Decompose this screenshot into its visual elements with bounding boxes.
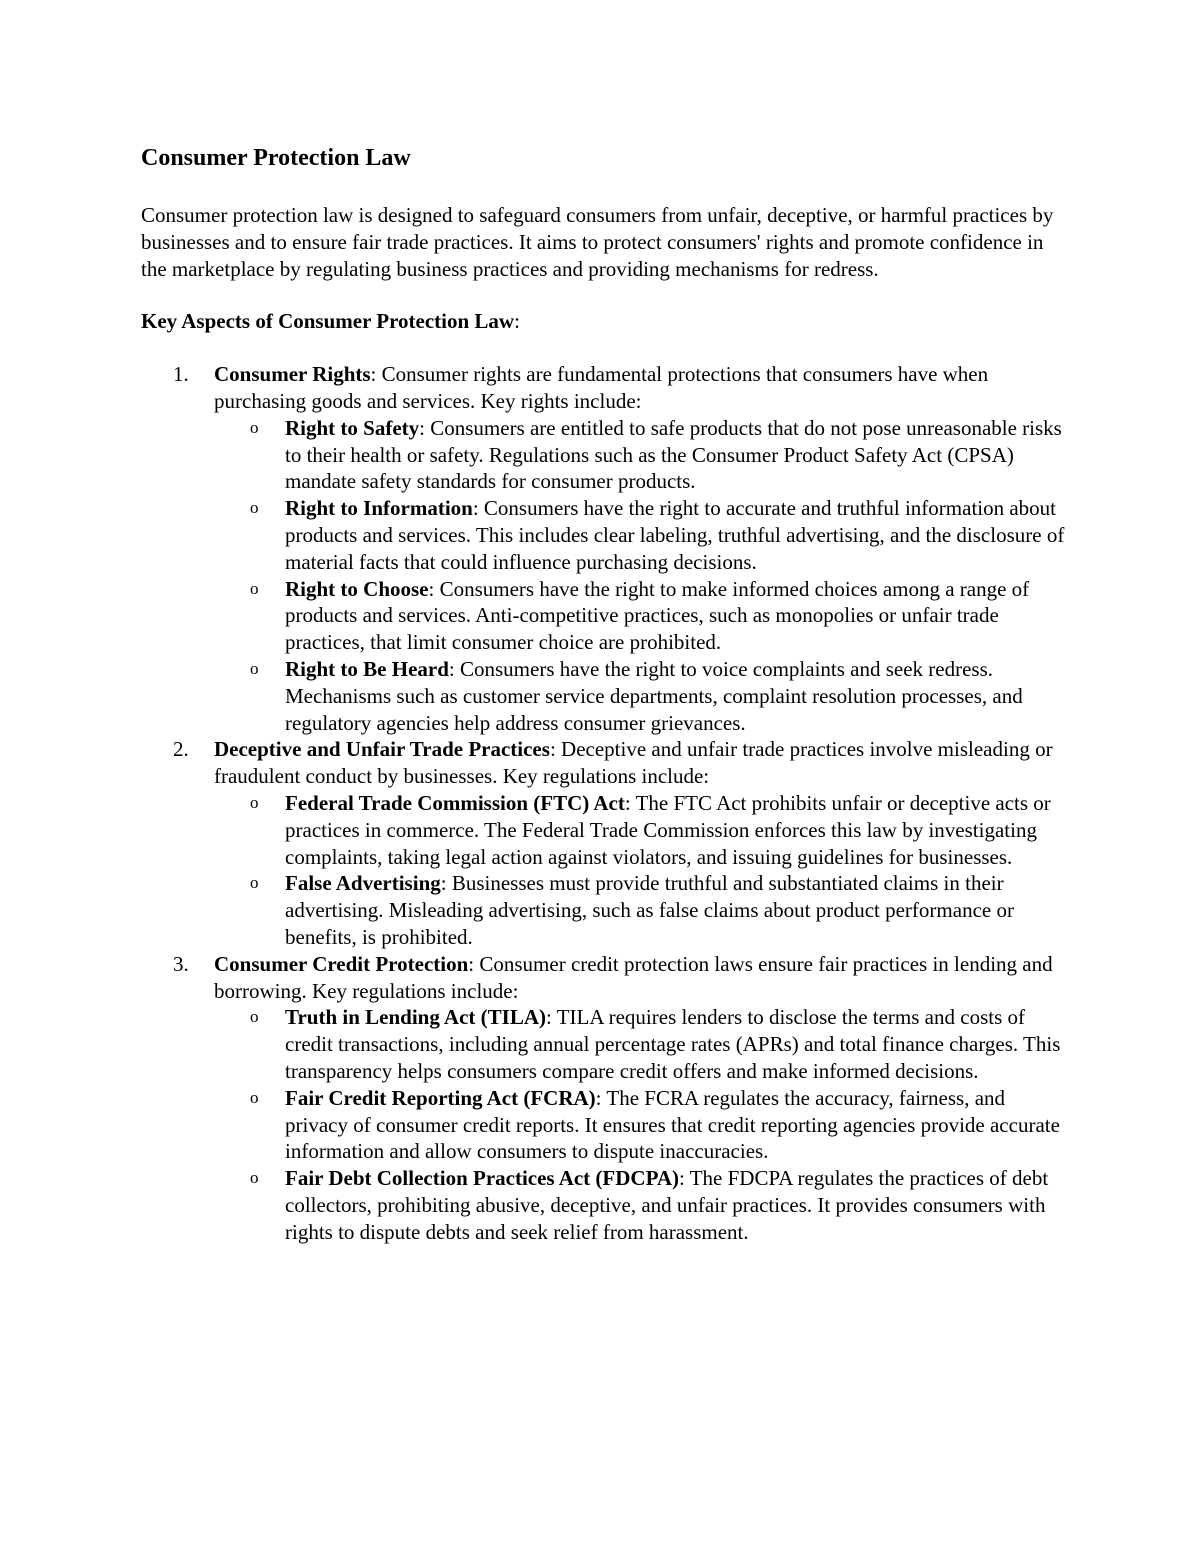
sub-list-item-text: : Businesses must provide truthful and substantiated claims in their advertising. Misleading advertising, such as false claims about product performance or benefits, is prohibited. bbox=[285, 871, 1014, 949]
list-item-text: : Consumer rights are fundamental protections that consumers have when purchasing goods and services. Key rights include: bbox=[214, 362, 989, 413]
sub-list-item-text: : Consumers have the right to make informed choices among a range of products and services. Anti-competitive practices, such as monopolies or unfair trade practices, that limit consumer choice are prohibited. bbox=[285, 576, 1030, 655]
section-heading bbox=[141, 308, 1071, 335]
sub-list bbox=[214, 1004, 1071, 1245]
sub-list-item bbox=[214, 576, 1071, 656]
sub-list-item-term: Fair Credit Reporting Act (FCRA) bbox=[285, 1085, 596, 1110]
sub-list-item-text: : The FTC Act prohibits unfair or deceptive acts or practices in commerce. The Federal Trade Commission enforces this law by investigating complaints, taking legal action against violators, and issuing guidelines for businesses. bbox=[285, 790, 1051, 869]
list-item-text: : Deceptive and unfair trade practices involve misleading or fraudulent conduct by businesses. Key regulations include: bbox=[214, 737, 1053, 789]
sub-list-item-term: Fair Debt Collection Practices Act (FDCPA) bbox=[285, 1166, 680, 1191]
list-item-text: : Consumer credit protection laws ensure fair practices in lending and borrowing. Key regulations include: bbox=[214, 951, 1053, 1003]
list-item-term: Consumer Credit Protection bbox=[214, 951, 469, 976]
sub-list bbox=[214, 790, 1071, 951]
sub-list-item bbox=[214, 495, 1071, 575]
sub-list-item bbox=[214, 1165, 1071, 1245]
sub-list-item-term: Truth in Lending Act (TILA) bbox=[285, 1005, 546, 1030]
sub-list-item-term: Right to Be Heard bbox=[285, 656, 449, 681]
document-title: Consumer Protection Law bbox=[141, 145, 411, 171]
sub-list-item-term: False Advertising bbox=[285, 871, 441, 896]
sub-list bbox=[214, 415, 1071, 737]
circle-bullet-icon: o bbox=[250, 498, 259, 518]
sub-list-item-text: : Consumers are entitled to safe products that do not pose unreasonable risks to their health or safety. Regulations such as the Consumer Product Safety Act (CPSA) mandate safety standards for consumer products. bbox=[285, 415, 1062, 494]
sub-list-item-text: : The FCRA regulates the accuracy, fairness, and privacy of consumer credit reports. It ensures that credit reporting agencies provide accurate information and allow consumers to dispute inaccuracies. bbox=[285, 1085, 1060, 1164]
list-item-term: Deceptive and Unfair Trade Practices bbox=[214, 737, 550, 762]
list-item-number: 1. bbox=[173, 362, 189, 387]
list-item bbox=[141, 736, 1071, 950]
sub-list-item-text: : TILA requires lenders to disclose the terms and costs of credit transactions, including annual percentage rates (APRs) and total finance charges. This transparency helps consumers compare credit offers and make informed decisions. bbox=[285, 1005, 1061, 1083]
sub-list-item-text: : Consumers have the right to voice complaints and seek redress. Mechanisms such as customer service departments, complaint resolution processes, and regulatory agencies help address consumer grievances. bbox=[285, 656, 1023, 735]
section-heading-text: Key Aspects of Consumer Protection Law bbox=[141, 309, 515, 334]
list-item bbox=[141, 361, 1071, 736]
sub-list-item bbox=[214, 790, 1071, 870]
circle-bullet-icon: o bbox=[250, 1168, 259, 1188]
document-page bbox=[141, 140, 1071, 1245]
list-item-number: 3. bbox=[173, 951, 189, 976]
list-item-number: 2. bbox=[173, 737, 189, 762]
circle-bullet-icon: o bbox=[250, 1007, 259, 1027]
list-item bbox=[141, 951, 1071, 1246]
circle-bullet-icon: o bbox=[250, 873, 259, 893]
sub-list-item-term: Right to Safety bbox=[285, 415, 420, 440]
sub-list-item bbox=[214, 656, 1071, 736]
intro-paragraph: Consumer protection law is designed to safeguard consumers from unfair, deceptive, or harmful practices by businesses and to ensure fair trade practices. It aims to protect consumers' rights and promote confidence in the marketplace by regulating business practices and providing mechanisms for redress. bbox=[141, 203, 1054, 281]
section-heading-colon: : bbox=[514, 309, 520, 334]
circle-bullet-icon: o bbox=[250, 1087, 259, 1107]
sub-list-item bbox=[214, 1085, 1071, 1165]
key-aspects-list bbox=[141, 361, 1071, 1245]
sub-list-item-text: : The FDCPA regulates the practices of debt collectors, prohibiting abusive, deceptive, and unfair practices. It provides consumers with rights to dispute debts and seek relief from harassment. bbox=[285, 1166, 1049, 1244]
sub-list-item bbox=[214, 415, 1071, 495]
list-item-term: Consumer Rights bbox=[214, 362, 371, 387]
sub-list-item-term: Federal Trade Commission (FTC) Act bbox=[285, 790, 625, 815]
circle-bullet-icon: o bbox=[250, 792, 259, 812]
sub-list-item-text: : Consumers have the right to accurate and truthful information about products and services. This includes clear labeling, truthful advertising, and the disclosure of material facts that could influence purchasing decisions. bbox=[285, 496, 1065, 574]
sub-list-item-term: Right to Choose bbox=[285, 576, 429, 601]
circle-bullet-icon: o bbox=[250, 417, 259, 437]
sub-list-item-term: Right to Information bbox=[285, 496, 473, 521]
circle-bullet-icon: o bbox=[250, 658, 259, 678]
sub-list-item bbox=[214, 870, 1071, 950]
circle-bullet-icon: o bbox=[250, 578, 259, 598]
sub-list-item bbox=[214, 1004, 1071, 1084]
